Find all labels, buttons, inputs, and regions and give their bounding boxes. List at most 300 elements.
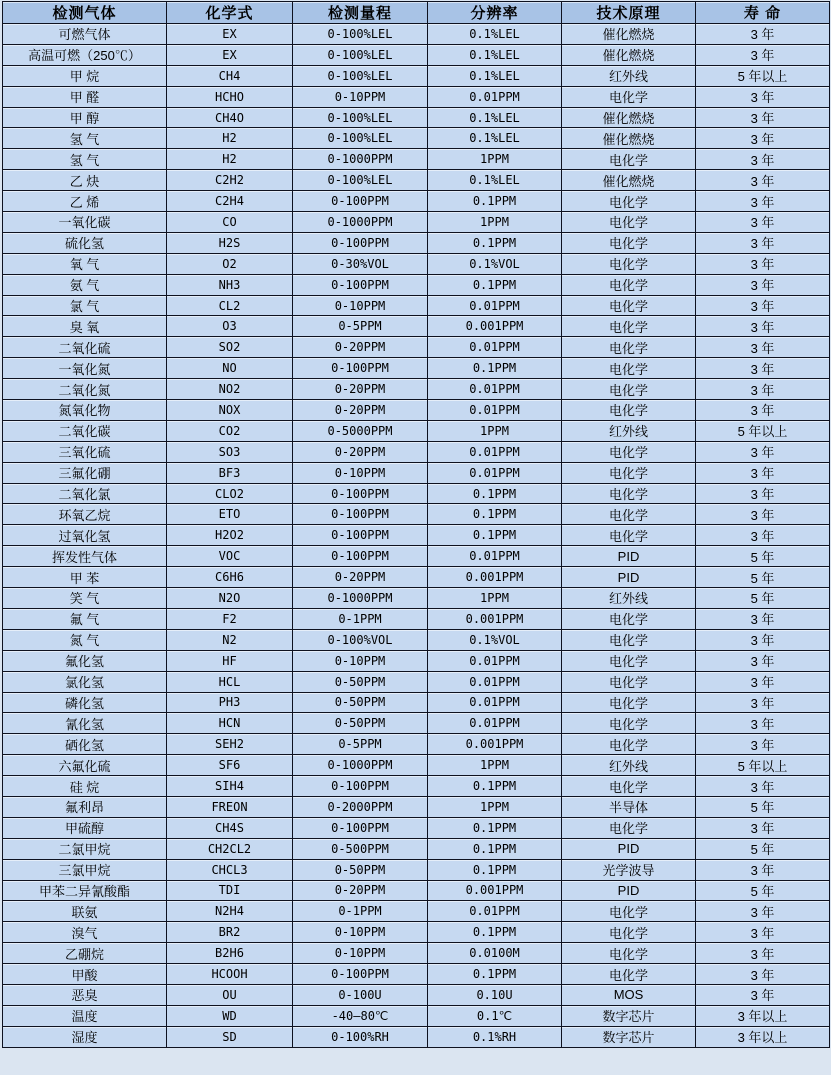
gas-cell: 笑 气 xyxy=(3,588,167,609)
table-row xyxy=(3,567,830,588)
principle-cell: 红外线 xyxy=(562,588,696,609)
lifespan-cell: 3 年 xyxy=(696,943,830,964)
formula-cell: CLO2 xyxy=(167,483,293,504)
table-body xyxy=(3,24,830,1048)
resolution-cell: 0.01PPM xyxy=(428,400,562,421)
lifespan-cell: 3 年 xyxy=(696,170,830,191)
table-row xyxy=(3,441,830,462)
table-row xyxy=(3,984,830,1005)
range-cell: 0-10PPM xyxy=(293,943,428,964)
formula-cell: HCOOH xyxy=(167,964,293,985)
lifespan-cell: 5 年 xyxy=(696,567,830,588)
range-cell: 0-30%VOL xyxy=(293,253,428,274)
range-cell: 0-100%LEL xyxy=(293,128,428,149)
range-cell: 0-100%LEL xyxy=(293,44,428,65)
lifespan-cell: 3 年 xyxy=(696,107,830,128)
principle-cell: 电化学 xyxy=(562,295,696,316)
table-row xyxy=(3,943,830,964)
formula-cell: C6H6 xyxy=(167,567,293,588)
gas-sensor-spec-table xyxy=(2,1,830,1048)
formula-cell: H2 xyxy=(167,128,293,149)
column-header-range: 检测量程 xyxy=(293,2,428,24)
formula-cell: HCL xyxy=(167,671,293,692)
resolution-cell: 1PPM xyxy=(428,755,562,776)
resolution-cell: 0.1PPM xyxy=(428,274,562,295)
table-row xyxy=(3,379,830,400)
gas-cell: 六氟化硫 xyxy=(3,755,167,776)
formula-cell: N2H4 xyxy=(167,901,293,922)
lifespan-cell: 3 年 xyxy=(696,379,830,400)
principle-cell: 红外线 xyxy=(562,65,696,86)
formula-cell: SEH2 xyxy=(167,734,293,755)
range-cell: 0-1PPM xyxy=(293,608,428,629)
formula-cell: ETO xyxy=(167,504,293,525)
formula-cell: H2 xyxy=(167,149,293,170)
principle-cell: 电化学 xyxy=(562,629,696,650)
gas-cell: 氢 气 xyxy=(3,149,167,170)
gas-cell: 氨 气 xyxy=(3,274,167,295)
table-row xyxy=(3,525,830,546)
gas-cell: 二氧化氮 xyxy=(3,379,167,400)
range-cell: 0-10PPM xyxy=(293,922,428,943)
gas-cell: 氢 气 xyxy=(3,128,167,149)
gas-cell: 臭 氧 xyxy=(3,316,167,337)
lifespan-cell: 5 年以上 xyxy=(696,420,830,441)
lifespan-cell: 3 年 xyxy=(696,901,830,922)
range-cell: 0-100U xyxy=(293,984,428,1005)
table-row xyxy=(3,420,830,441)
range-cell: 0-100PPM xyxy=(293,232,428,253)
principle-cell: 电化学 xyxy=(562,964,696,985)
table-row xyxy=(3,462,830,483)
formula-cell: BR2 xyxy=(167,922,293,943)
table-row xyxy=(3,1026,830,1047)
range-cell: 0-100PPM xyxy=(293,483,428,504)
principle-cell: 半导体 xyxy=(562,796,696,817)
principle-cell: 电化学 xyxy=(562,232,696,253)
principle-cell: 电化学 xyxy=(562,212,696,233)
table-row xyxy=(3,796,830,817)
formula-cell: SD xyxy=(167,1026,293,1047)
range-cell: 0-10PPM xyxy=(293,462,428,483)
principle-cell: 数字芯片 xyxy=(562,1026,696,1047)
principle-cell: 电化学 xyxy=(562,441,696,462)
lifespan-cell: 3 年 xyxy=(696,212,830,233)
table-row xyxy=(3,483,830,504)
range-cell: 0-20PPM xyxy=(293,567,428,588)
lifespan-cell: 3 年以上 xyxy=(696,1005,830,1026)
range-cell: 0-1000PPM xyxy=(293,588,428,609)
table-header xyxy=(3,2,830,24)
lifespan-cell: 3 年 xyxy=(696,149,830,170)
principle-cell: 电化学 xyxy=(562,504,696,525)
gas-cell: 磷化氢 xyxy=(3,692,167,713)
range-cell: 0-50PPM xyxy=(293,671,428,692)
formula-cell: C2H4 xyxy=(167,191,293,212)
formula-cell: CL2 xyxy=(167,295,293,316)
lifespan-cell: 3 年 xyxy=(696,650,830,671)
gas-cell: 三氯甲烷 xyxy=(3,859,167,880)
resolution-cell: 0.1PPM xyxy=(428,358,562,379)
formula-cell: SO2 xyxy=(167,337,293,358)
range-cell: 0-500PPM xyxy=(293,838,428,859)
table-row xyxy=(3,692,830,713)
principle-cell: 电化学 xyxy=(562,462,696,483)
table-row xyxy=(3,170,830,191)
table-row xyxy=(3,358,830,379)
table-row xyxy=(3,1005,830,1026)
formula-cell: CO xyxy=(167,212,293,233)
formula-cell: SO3 xyxy=(167,441,293,462)
gas-cell: 氟利昂 xyxy=(3,796,167,817)
resolution-cell: 0.001PPM xyxy=(428,316,562,337)
gas-cell: 甲酸 xyxy=(3,964,167,985)
gas-cell: 甲硫醇 xyxy=(3,817,167,838)
resolution-cell: 0.1%VOL xyxy=(428,629,562,650)
range-cell: 0-100%LEL xyxy=(293,24,428,45)
gas-cell: 氯化氢 xyxy=(3,671,167,692)
formula-cell: CH4 xyxy=(167,65,293,86)
gas-cell: 高温可燃（250℃） xyxy=(3,44,167,65)
table-row xyxy=(3,86,830,107)
formula-cell: VOC xyxy=(167,546,293,567)
lifespan-cell: 5 年以上 xyxy=(696,65,830,86)
table-row xyxy=(3,65,830,86)
column-header-principle: 技术原理 xyxy=(562,2,696,24)
lifespan-cell: 3 年 xyxy=(696,337,830,358)
gas-cell: 溴气 xyxy=(3,922,167,943)
formula-cell: CH4O xyxy=(167,107,293,128)
principle-cell: 电化学 xyxy=(562,650,696,671)
resolution-cell: 0.1%RH xyxy=(428,1026,562,1047)
range-cell: 0-1PPM xyxy=(293,901,428,922)
formula-cell: CH2CL2 xyxy=(167,838,293,859)
resolution-cell: 0.1%LEL xyxy=(428,107,562,128)
lifespan-cell: 3 年 xyxy=(696,671,830,692)
resolution-cell: 0.001PPM xyxy=(428,608,562,629)
principle-cell: 红外线 xyxy=(562,755,696,776)
principle-cell: 催化燃烧 xyxy=(562,24,696,45)
lifespan-cell: 3 年 xyxy=(696,358,830,379)
formula-cell: NO xyxy=(167,358,293,379)
lifespan-cell: 3 年 xyxy=(696,859,830,880)
gas-cell: 氟化氢 xyxy=(3,650,167,671)
formula-cell: OU xyxy=(167,984,293,1005)
formula-cell: NO2 xyxy=(167,379,293,400)
lifespan-cell: 3 年 xyxy=(696,629,830,650)
table-row xyxy=(3,964,830,985)
table-row xyxy=(3,149,830,170)
lifespan-cell: 3 年 xyxy=(696,964,830,985)
range-cell: 0-20PPM xyxy=(293,880,428,901)
gas-cell: 联氨 xyxy=(3,901,167,922)
lifespan-cell: 3 年 xyxy=(696,984,830,1005)
formula-cell: O2 xyxy=(167,253,293,274)
resolution-cell: 1PPM xyxy=(428,149,562,170)
table-row xyxy=(3,107,830,128)
gas-cell: 甲 苯 xyxy=(3,567,167,588)
principle-cell: 电化学 xyxy=(562,525,696,546)
range-cell: 0-100PPM xyxy=(293,358,428,379)
resolution-cell: 1PPM xyxy=(428,212,562,233)
resolution-cell: 0.1PPM xyxy=(428,232,562,253)
lifespan-cell: 3 年 xyxy=(696,86,830,107)
resolution-cell: 1PPM xyxy=(428,588,562,609)
gas-cell: 过氧化氢 xyxy=(3,525,167,546)
resolution-cell: 0.1PPM xyxy=(428,922,562,943)
gas-cell: 一氧化碳 xyxy=(3,212,167,233)
table-row xyxy=(3,734,830,755)
range-cell: -40—80℃ xyxy=(293,1005,428,1026)
table-row xyxy=(3,253,830,274)
lifespan-cell: 3 年 xyxy=(696,441,830,462)
table-row xyxy=(3,838,830,859)
principle-cell: 电化学 xyxy=(562,274,696,295)
range-cell: 0-10PPM xyxy=(293,86,428,107)
formula-cell: H2O2 xyxy=(167,525,293,546)
range-cell: 0-100%VOL xyxy=(293,629,428,650)
table-row xyxy=(3,650,830,671)
gas-cell: 氧 气 xyxy=(3,253,167,274)
principle-cell: 电化学 xyxy=(562,776,696,797)
gas-cell: 二氧化硫 xyxy=(3,337,167,358)
lifespan-cell: 3 年 xyxy=(696,504,830,525)
gas-cell: 挥发性气体 xyxy=(3,546,167,567)
resolution-cell: 0.1%LEL xyxy=(428,128,562,149)
formula-cell: EX xyxy=(167,24,293,45)
gas-cell: 氟 气 xyxy=(3,608,167,629)
gas-cell: 乙硼烷 xyxy=(3,943,167,964)
table-row xyxy=(3,504,830,525)
resolution-cell: 0.01PPM xyxy=(428,462,562,483)
range-cell: 0-100PPM xyxy=(293,191,428,212)
range-cell: 0-50PPM xyxy=(293,692,428,713)
lifespan-cell: 3 年 xyxy=(696,692,830,713)
column-header-gas: 检测气体 xyxy=(3,2,167,24)
principle-cell: 电化学 xyxy=(562,901,696,922)
formula-cell: HCHO xyxy=(167,86,293,107)
range-cell: 0-10PPM xyxy=(293,295,428,316)
formula-cell: O3 xyxy=(167,316,293,337)
formula-cell: HF xyxy=(167,650,293,671)
range-cell: 0-20PPM xyxy=(293,337,428,358)
lifespan-cell: 5 年 xyxy=(696,838,830,859)
table-row xyxy=(3,191,830,212)
resolution-cell: 0.1PPM xyxy=(428,483,562,504)
principle-cell: PID xyxy=(562,567,696,588)
table-row xyxy=(3,776,830,797)
principle-cell: PID xyxy=(562,838,696,859)
range-cell: 0-100PPM xyxy=(293,504,428,525)
table-row xyxy=(3,128,830,149)
lifespan-cell: 3 年 xyxy=(696,713,830,734)
table-row xyxy=(3,755,830,776)
table-row xyxy=(3,337,830,358)
resolution-cell: 0.1%LEL xyxy=(428,24,562,45)
principle-cell: 电化学 xyxy=(562,316,696,337)
gas-cell: 硫化氢 xyxy=(3,232,167,253)
principle-cell: MOS xyxy=(562,984,696,1005)
principle-cell: 电化学 xyxy=(562,86,696,107)
gas-cell: 甲苯二异氰酸酯 xyxy=(3,880,167,901)
principle-cell: 光学波导 xyxy=(562,859,696,880)
lifespan-cell: 3 年 xyxy=(696,274,830,295)
lifespan-cell: 3 年 xyxy=(696,44,830,65)
gas-cell: 二氯甲烷 xyxy=(3,838,167,859)
principle-cell: 电化学 xyxy=(562,943,696,964)
principle-cell: 电化学 xyxy=(562,817,696,838)
lifespan-cell: 5 年 xyxy=(696,588,830,609)
range-cell: 0-100PPM xyxy=(293,776,428,797)
range-cell: 0-1000PPM xyxy=(293,212,428,233)
lifespan-cell: 5 年 xyxy=(696,880,830,901)
table-row xyxy=(3,24,830,45)
lifespan-cell: 3 年 xyxy=(696,128,830,149)
table-row xyxy=(3,671,830,692)
table-row xyxy=(3,922,830,943)
range-cell: 0-20PPM xyxy=(293,379,428,400)
principle-cell: 电化学 xyxy=(562,713,696,734)
principle-cell: 红外线 xyxy=(562,420,696,441)
resolution-cell: 0.01PPM xyxy=(428,546,562,567)
column-header-resolution: 分辨率 xyxy=(428,2,562,24)
lifespan-cell: 3 年 xyxy=(696,462,830,483)
column-header-formula: 化学式 xyxy=(167,2,293,24)
range-cell: 0-5PPM xyxy=(293,316,428,337)
formula-cell: NOX xyxy=(167,400,293,421)
resolution-cell: 0.1PPM xyxy=(428,525,562,546)
formula-cell: TDI xyxy=(167,880,293,901)
range-cell: 0-100%LEL xyxy=(293,107,428,128)
resolution-cell: 0.001PPM xyxy=(428,567,562,588)
range-cell: 0-100%LEL xyxy=(293,170,428,191)
principle-cell: 电化学 xyxy=(562,337,696,358)
gas-cell: 环氧乙烷 xyxy=(3,504,167,525)
lifespan-cell: 3 年 xyxy=(696,817,830,838)
lifespan-cell: 3 年 xyxy=(696,734,830,755)
range-cell: 0-5000PPM xyxy=(293,420,428,441)
lifespan-cell: 5 年以上 xyxy=(696,755,830,776)
resolution-cell: 0.1PPM xyxy=(428,776,562,797)
principle-cell: 电化学 xyxy=(562,400,696,421)
range-cell: 0-10PPM xyxy=(293,650,428,671)
lifespan-cell: 5 年 xyxy=(696,796,830,817)
table-row xyxy=(3,232,830,253)
lifespan-cell: 3 年 xyxy=(696,608,830,629)
formula-cell: NH3 xyxy=(167,274,293,295)
range-cell: 0-100%RH xyxy=(293,1026,428,1047)
resolution-cell: 0.001PPM xyxy=(428,734,562,755)
gas-cell: 可燃气体 xyxy=(3,24,167,45)
lifespan-cell: 3 年 xyxy=(696,191,830,212)
resolution-cell: 0.0100M xyxy=(428,943,562,964)
principle-cell: PID xyxy=(562,546,696,567)
formula-cell: WD xyxy=(167,1005,293,1026)
principle-cell: PID xyxy=(562,880,696,901)
gas-cell: 三氧化硫 xyxy=(3,441,167,462)
lifespan-cell: 3 年 xyxy=(696,525,830,546)
table-row xyxy=(3,546,830,567)
lifespan-cell: 3 年 xyxy=(696,316,830,337)
gas-cell: 甲 醛 xyxy=(3,86,167,107)
table-row xyxy=(3,880,830,901)
resolution-cell: 0.01PPM xyxy=(428,901,562,922)
principle-cell: 电化学 xyxy=(562,671,696,692)
resolution-cell: 0.01PPM xyxy=(428,692,562,713)
resolution-cell: 0.01PPM xyxy=(428,337,562,358)
resolution-cell: 0.01PPM xyxy=(428,441,562,462)
table-row xyxy=(3,44,830,65)
range-cell: 0-100%LEL xyxy=(293,65,428,86)
gas-cell: 乙 炔 xyxy=(3,170,167,191)
gas-cell: 氮 气 xyxy=(3,629,167,650)
principle-cell: 电化学 xyxy=(562,253,696,274)
principle-cell: 电化学 xyxy=(562,734,696,755)
resolution-cell: 0.1PPM xyxy=(428,964,562,985)
gas-cell: 氯 气 xyxy=(3,295,167,316)
gas-cell: 二氧化氯 xyxy=(3,483,167,504)
resolution-cell: 0.01PPM xyxy=(428,86,562,107)
gas-cell: 温度 xyxy=(3,1005,167,1026)
resolution-cell: 0.1PPM xyxy=(428,504,562,525)
resolution-cell: 0.1%LEL xyxy=(428,170,562,191)
range-cell: 0-100PPM xyxy=(293,525,428,546)
formula-cell: CH4S xyxy=(167,817,293,838)
resolution-cell: 0.1%VOL xyxy=(428,253,562,274)
formula-cell: FREON xyxy=(167,796,293,817)
formula-cell: PH3 xyxy=(167,692,293,713)
resolution-cell: 0.01PPM xyxy=(428,650,562,671)
gas-cell: 乙 烯 xyxy=(3,191,167,212)
range-cell: 0-100PPM xyxy=(293,546,428,567)
resolution-cell: 1PPM xyxy=(428,420,562,441)
table-row xyxy=(3,316,830,337)
resolution-cell: 0.1%LEL xyxy=(428,44,562,65)
table-row xyxy=(3,629,830,650)
range-cell: 0-5PPM xyxy=(293,734,428,755)
range-cell: 0-20PPM xyxy=(293,441,428,462)
range-cell: 0-50PPM xyxy=(293,859,428,880)
gas-cell: 三氟化硼 xyxy=(3,462,167,483)
formula-cell: CO2 xyxy=(167,420,293,441)
gas-cell: 硅 烷 xyxy=(3,776,167,797)
principle-cell: 电化学 xyxy=(562,922,696,943)
resolution-cell: 0.001PPM xyxy=(428,880,562,901)
resolution-cell: 0.01PPM xyxy=(428,671,562,692)
principle-cell: 电化学 xyxy=(562,608,696,629)
table-row xyxy=(3,817,830,838)
range-cell: 0-100PPM xyxy=(293,964,428,985)
gas-cell: 氮氧化物 xyxy=(3,400,167,421)
formula-cell: C2H2 xyxy=(167,170,293,191)
principle-cell: 电化学 xyxy=(562,379,696,400)
gas-cell: 氰化氢 xyxy=(3,713,167,734)
lifespan-cell: 3 年 xyxy=(696,776,830,797)
resolution-cell: 0.1℃ xyxy=(428,1005,562,1026)
table-row xyxy=(3,274,830,295)
formula-cell: B2H6 xyxy=(167,943,293,964)
principle-cell: 催化燃烧 xyxy=(562,44,696,65)
table-row xyxy=(3,295,830,316)
resolution-cell: 0.10U xyxy=(428,984,562,1005)
formula-cell: HCN xyxy=(167,713,293,734)
principle-cell: 催化燃烧 xyxy=(562,128,696,149)
lifespan-cell: 3 年 xyxy=(696,295,830,316)
principle-cell: 催化燃烧 xyxy=(562,107,696,128)
gas-cell: 恶臭 xyxy=(3,984,167,1005)
gas-cell: 一氧化氮 xyxy=(3,358,167,379)
lifespan-cell: 3 年以上 xyxy=(696,1026,830,1047)
